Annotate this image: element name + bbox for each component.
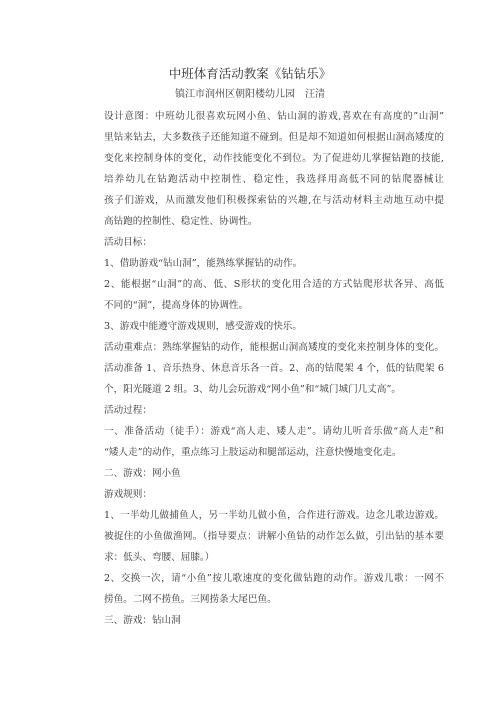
text-line: 培养幼儿在钻跑活动中控制性、稳定性，我选择用高低不同的钻爬器械让	[104, 174, 444, 185]
text-line: 二、游戏：网小鱼	[104, 468, 181, 479]
text-line: 活动目标：	[104, 237, 152, 248]
author-line: 镇江市润州区朝阳楼幼儿园 汪清	[175, 89, 325, 100]
text-line: 3、游戏中能遵守游戏规则，感受游戏的快乐。	[104, 321, 302, 332]
text-line: 求：低头、弯腰、屈膝。）	[104, 552, 215, 563]
text-line: 游戏规则：	[104, 489, 152, 500]
document-title: 中班体育活动教案《钻钻乐》	[168, 66, 332, 81]
text-line: 活动过程：	[104, 405, 152, 416]
text-line: 不同的“洞”，提高身体的协调性。	[104, 300, 249, 311]
text-line: 三、游戏：钻山洞	[104, 615, 181, 626]
text-line: 设计意图：中班幼儿很喜欢玩网小鱼、钻山洞的游戏,喜欢在有高度的”山洞”	[104, 111, 444, 122]
text-line: 活动准备 1、音乐热身、休息音乐各一首。2、高的钻爬架 4 个，低的钻爬架 6	[104, 363, 444, 374]
text-line: 2、交换一次，请“小鱼”按儿歌速度的变化做钻跑的动作。游戏儿歌：一网不	[104, 573, 444, 584]
text-line: 捞鱼。二网不捞鱼。三网捞条大尾巴鱼。	[104, 594, 277, 605]
text-line: 被捉住的小鱼做渔网。（指导要点：讲解小鱼钻的动作怎么做，引出钻的基本要	[104, 531, 444, 542]
body-text	[104, 106, 444, 631]
text-line: 活动重难点：熟练掌握钻的动作，能根据山洞高矮度的变化来控制身体的变化。	[104, 342, 444, 353]
text-line: 孩子们游戏，从而激发他们积极探索钻的兴趣,在与活动材料主动地互动中提	[104, 195, 444, 206]
text-line: 变化来控制身体的变化，动作技能变化不到位。为了促进幼儿掌握钻跑的技能,	[104, 153, 444, 164]
text-line: 一、准备活动（徒手）：游戏“高人走、矮人走”。请幼儿听音乐做“高人走”和	[104, 426, 444, 437]
text-line: 个，阳光隧道 2 组。3、幼儿会玩游戏“网小鱼”和“城门城门几丈高”。	[104, 384, 401, 395]
text-line: 1、一半幼儿做捕鱼人，另一半幼儿做小鱼，合作进行游戏。边念儿歌边游戏。	[104, 510, 444, 521]
text-line: 高钻跑的控制性、稳定性、协调性。	[104, 216, 258, 227]
text-line: “矮人走”的动作，重点练习上肢运动和腿部运动，注意快慢地变化走。	[104, 447, 402, 458]
text-line: 里钻来钻去，大多数孩子还能知道不碰到。但是却不知道如何根据山洞高矮度的	[104, 132, 444, 143]
text-line: 1、借助游戏“钻山洞”，能熟练掌握钻的动作。	[104, 258, 303, 269]
text-line: 2、能根据“山洞”的高、低、S形状的变化用合适的方式钻爬形状各异、高低	[104, 279, 444, 290]
